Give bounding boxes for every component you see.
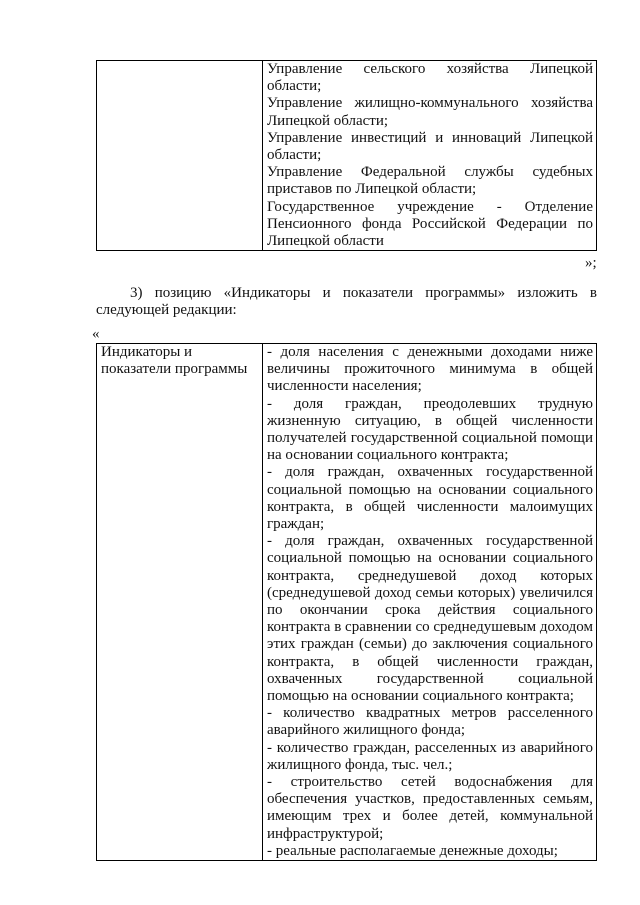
indicators-list-cell bbox=[263, 344, 597, 861]
indicators-label-cell: Индикаторы и показатели программы bbox=[97, 344, 263, 861]
indicators-table bbox=[96, 343, 597, 861]
top-table bbox=[96, 60, 597, 251]
list-item: - количество граждан, расселенных из аварийного жилищного фонда, тыс. чел.; bbox=[267, 739, 593, 773]
list-item: - доля населения с денежными доходами ниже величины прожиточного минимума в общей численности населения; bbox=[267, 344, 593, 395]
list-item: - доля граждан, охваченных государственной социальной помощью на основании социального контракта, среднедушевой доход которых (среднедушевой доход семьи которых) увеличился по окончании срока действия социального контракта в сравнении со среднедушевым доходом этих граждан (семьи) до заключения социального контракта, в общей численности граждан, охваченных государственной социальной помощью на основании социального контракта; bbox=[267, 533, 593, 705]
closing-quote: »; bbox=[585, 255, 597, 271]
list-item: - реальные располагаемые денежные доходы; bbox=[267, 842, 558, 859]
list-item: Государственное учреждение - Отделение Пенсионного фонда Российской Федерации по Липецкой области bbox=[267, 198, 593, 250]
list-item: - доля граждан, охваченных государственной социальной помощью на основании социального контракта, в общей численности малоимущих граждан; bbox=[267, 464, 593, 533]
list-item: - количество квадратных метров расселенного аварийного жилищного фонда; bbox=[267, 705, 593, 739]
list-item: Управление сельского хозяйства Липецкой области; bbox=[267, 61, 593, 95]
list-item: Управление жилищно-коммунального хозяйства Липецкой области; bbox=[267, 95, 593, 129]
list-item: Управление инвестиций и инноваций Липецкой области; bbox=[267, 129, 593, 164]
list-item: Управление Федеральной службы судебных приставов по Липецкой области; bbox=[267, 164, 593, 198]
top-table-left-cell bbox=[97, 61, 263, 251]
list-item: - строительство сетей водоснабжения для обеспечения участков, предоставленных семьям, имеющим трех и более детей, коммунальной инфраструктурой; bbox=[267, 774, 593, 842]
amendment-paragraph: 3) позицию «Индикаторы и показатели программы» изложить в следующей редакции: bbox=[96, 285, 597, 319]
top-table-right-cell bbox=[263, 61, 597, 251]
opening-quote: « bbox=[92, 326, 100, 342]
list-item: - доля граждан, преодолевших трудную жизненную ситуацию, в общей численности получателей государственной социальной помощи на основании социального контракта; bbox=[267, 395, 593, 464]
